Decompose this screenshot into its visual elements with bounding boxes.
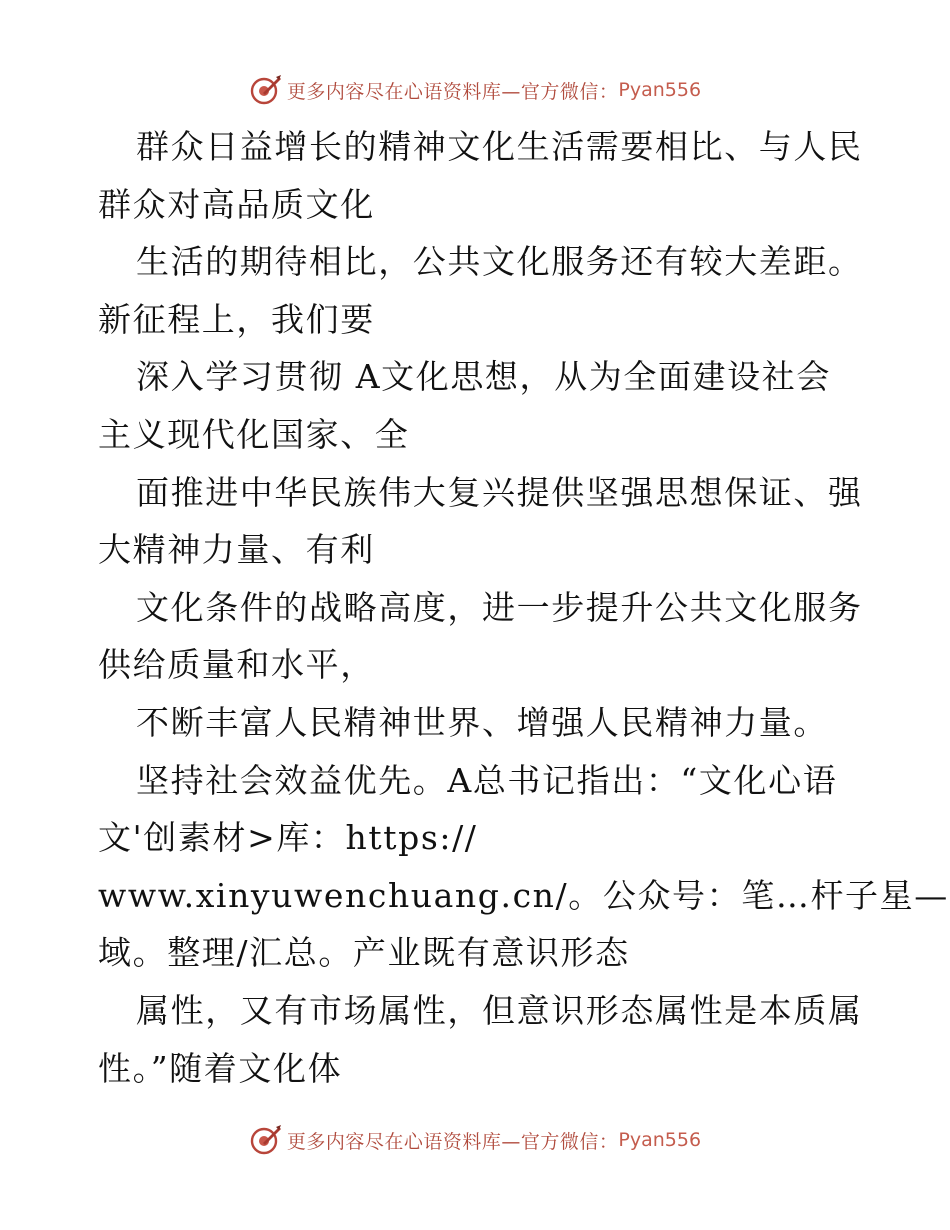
watermark-text: 更多内容尽在心语资料库—官方微信： [286, 80, 619, 103]
body-line: 群众对高品质文化 [98, 184, 375, 224]
pen-logo-icon [249, 73, 283, 107]
body-line: 不断丰富人民精神世界、增强人民精神力量。 [136, 702, 828, 742]
body-line: 生活的期待相比，公共文化服务还有较大差距。 [136, 242, 863, 282]
body-line: 性。”随着文化体 [98, 1048, 343, 1088]
document-body [98, 118, 949, 1097]
body-line: 文'创素材>库：https:// [98, 818, 478, 858]
body-line: 属性，又有市场属性，但意识形态属性是本质属 [136, 990, 863, 1030]
body-line: 深入学习贯彻 A文化思想，从为全面建设社会 [136, 357, 831, 397]
body-line: 新征程上，我们要 [98, 299, 375, 339]
body-line: 供给质量和水平， [98, 645, 375, 685]
body-line: www.xinyuwenchuang.cn/。公众号：笔…杆子星— [98, 875, 949, 915]
body-line: 面推进中华民族伟大复兴提供坚强思想保证、强 [136, 472, 863, 512]
body-line: 群众日益增长的精神文化生活需要相比、与人民 [136, 127, 863, 166]
header-watermark [0, 70, 950, 110]
watermark-handle: Pyan556 [618, 1129, 702, 1151]
body-line: 文化条件的战略高度，进一步提升公共文化服务 [136, 587, 863, 627]
footer-watermark [0, 1120, 950, 1160]
watermark-handle: Pyan556 [618, 79, 702, 101]
body-line: 主义现代化国家、全 [98, 414, 410, 454]
body-line: 大精神力量、有利 [98, 530, 375, 570]
watermark-text: 更多内容尽在心语资料库—官方微信： [286, 1130, 619, 1153]
pen-logo-icon [249, 1123, 283, 1157]
body-line: 域。整理/汇总。产业既有意识形态 [98, 933, 630, 973]
body-line: 坚持社会效益优先。A总书记指出：“文化心语 [136, 760, 838, 800]
